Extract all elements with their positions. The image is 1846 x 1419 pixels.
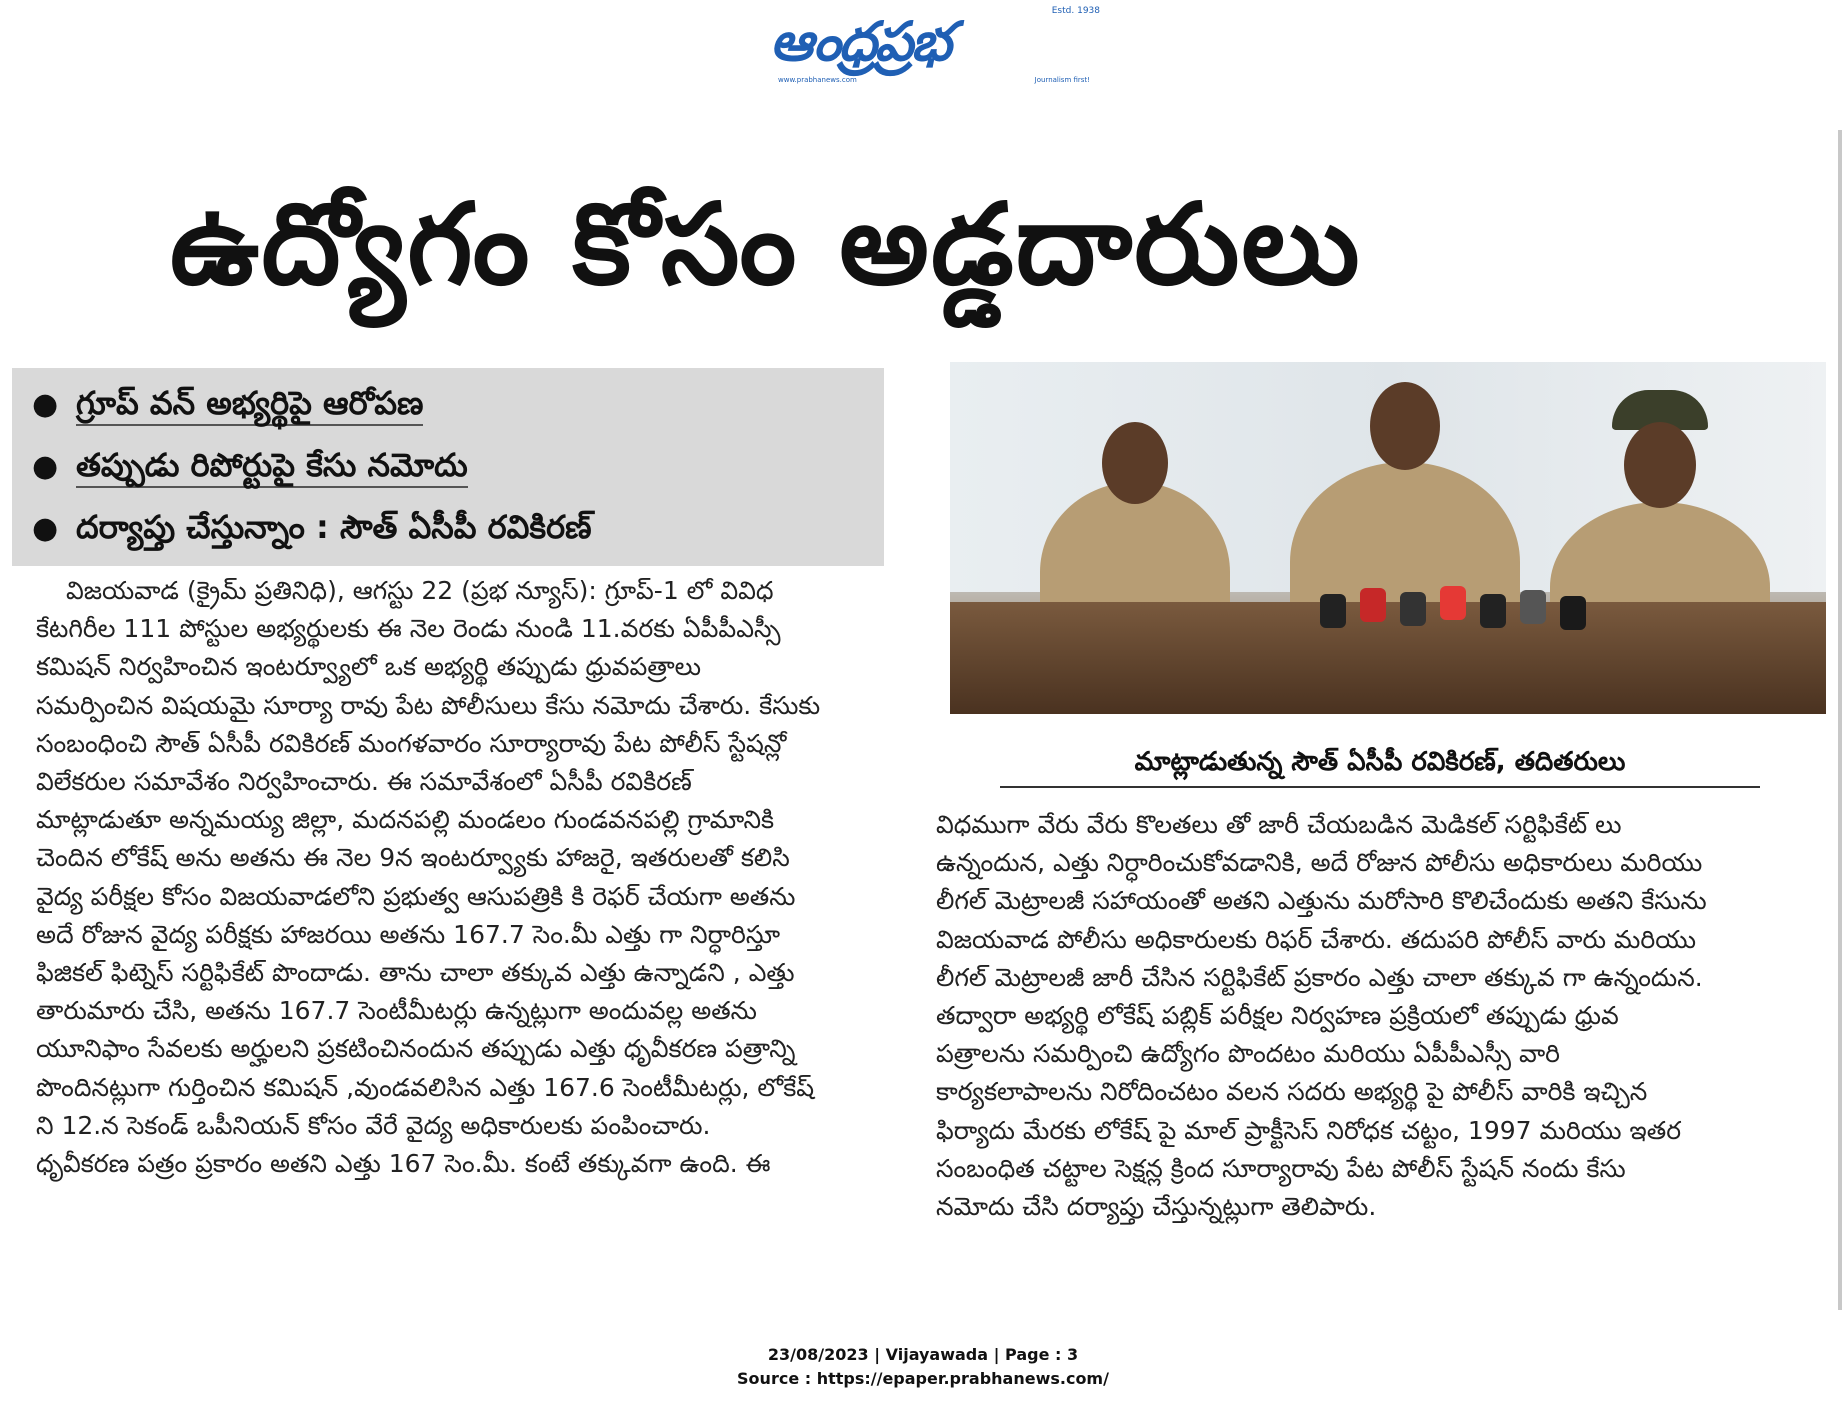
masthead xyxy=(760,6,1120,84)
article-line: ని 12.న సెకండ్ ఒపీనియన్ కోసం వేరే వైద్య అధికారులకు పంపించారు. xyxy=(36,1110,711,1140)
article-line: వైద్య పరీక్షల కోసం విజయవాడలోని ప్రభుత్వ ఆసుపత్రికి కి రెఫర్ చేయగా అతను xyxy=(36,881,796,911)
newspaper-logo: ఆంధ్రప్రభ xyxy=(770,10,950,73)
bullet-icon: ● xyxy=(32,511,59,546)
article-line: కార్యకలాపాలను నిరోదించటం వలన సదరు అభ్యర్థి పై పోలీస్ వారికి ఇచ్చిన xyxy=(936,1077,1648,1107)
press-photo xyxy=(950,362,1826,714)
microphone-icon xyxy=(1320,594,1346,628)
article-line: సంబంధిత చట్టాల సెక్షన్ల క్రింద సూర్యారావు పేట పోలీస్ స్టేషన్ నందు కేసు xyxy=(936,1153,1626,1183)
microphone-icon xyxy=(1360,588,1386,622)
bullet-icon: ● xyxy=(32,387,59,422)
highlight-item: ● గ్రూప్ వన్ అభ్యర్థిపై ఆరోపణ xyxy=(32,378,423,428)
article-line: విజయవాడ పోలీసు అధికారులకు రిఫర్ చేశారు. తదుపరి పోలీస్ వారు మరియు xyxy=(936,924,1696,954)
microphone-icon xyxy=(1560,596,1586,630)
article-line: ఉన్నందున, ఎత్తు నిర్ధారించుకోవడానికి, అదే రోజున పోలీసు అధికారులు మరియు xyxy=(936,848,1703,878)
article-line: లీగల్ మెట్రాలజీ సహాయంతో అతని ఎత్తును మరోసారి కొలిచేందుకు అతని కేసును xyxy=(936,886,1707,916)
article-line: నమోదు చేసి దర్యాప్తు చేస్తున్నట్లుగా తెలిపారు. xyxy=(936,1192,1377,1222)
article-column-right xyxy=(936,806,1786,1226)
microphone-icon xyxy=(1520,590,1546,624)
article-line: ఫిజికల్ ఫిట్నెస్ సర్టిఫికేట్ పొందాడు. తాను చాలా తక్కువ ఎత్తు ఉన్నాడని , ఎత్తు xyxy=(36,958,795,988)
microphone-icon xyxy=(1480,594,1506,628)
article-line: లీగల్ మెట్రాలజీ జారీ చేసిన సర్టిఫికేట్ ప్రకారం ఎత్తు చాలా తక్కువ గా ఉన్నందున. xyxy=(936,962,1703,992)
microphone-icon xyxy=(1440,586,1466,620)
photo-caption: మాట్లాడుతున్న సౌత్ ఏసీపీ రవికిరణ్, తదితరులు xyxy=(1000,738,1760,788)
estd-label: Estd. 1938 xyxy=(1051,6,1100,16)
page-right-border xyxy=(1838,130,1842,1310)
article-line: ఫిర్యాదు మేరకు లోకేష్ పై మాల్ ప్రాక్టీసెస్ నిరోధక చట్టం, 1997 మరియు ఇతర xyxy=(936,1115,1682,1145)
article-line: మాట్లాడుతూ అన్నమయ్య జిల్లా, మదనపల్లి మండలం గుండవనపల్లి గ్రామానికి xyxy=(36,805,775,835)
bullet-icon: ● xyxy=(32,449,59,484)
article-line: అదే రోజున వైద్య పరీక్షకు హాజరయి అతను 167.7 సెం.మీ ఎత్తు గా నిర్ధారిస్తూ xyxy=(36,919,781,949)
article-line: సంబంధించి సౌత్ ఏసీపీ రవికిరణ్ మంగళవారం సూర్యారావు పేట పోలీస్ స్టేషన్లో xyxy=(36,728,787,758)
article-line: కమిషన్ నిర్వహించిన ఇంటర్వ్యూలో ఒక అభ్యర్థి తప్పుడు ధ్రువపత్రాలు xyxy=(36,652,702,682)
photo-table xyxy=(950,602,1826,714)
article-line: ధృవీకరణ పత్రం ప్రకారం అతని ఎత్తు 167 సెం.మీ. కంటే తక్కువగా ఉంది. ఈ xyxy=(36,1149,771,1179)
article-line: విజయవాడ (క్రైమ్ ప్రతినిధి), ఆగస్టు 22 (ప్రభ న్యూస్): గ్రూప్-1 లో వివిధ xyxy=(66,576,774,605)
footer-source-link[interactable]: Source : https://epaper.prabhanews.com/ xyxy=(737,1369,1109,1388)
highlight-item: ● తప్పుడు రిపోర్టుపై కేసు నమోదు xyxy=(32,440,468,490)
article-line: తారుమారు చేసి, అతను 167.7 సెంటీమీటర్లు ఉన్నట్లుగా అందువల్ల అతను xyxy=(36,996,757,1026)
article-line: తద్వారా అభ్యర్థి లోకేష్ పబ్లిక్ పరీక్షల నిర్వహణ ప్రక్రియలో తప్పుడు ధ్రువ xyxy=(936,1001,1619,1031)
article-line: విధముగా వేరు వేరు కొలతలు తో జారీ చేయబడిన మెడికల్ సర్టిఫికేట్ లు xyxy=(936,810,1622,839)
microphone-icon xyxy=(1400,592,1426,626)
article-line: సమర్పించిన విషయమై సూర్యా రావు పేట పోలీసులు కేసు నమోదు చేశారు. కేసుకు xyxy=(36,690,821,720)
article-line: విలేకరుల సమావేశం నిర్వహించారు. ఈ సమావేశంలో ఏసీపీ రవికిరణ్ xyxy=(36,767,692,797)
highlights-box xyxy=(12,368,884,566)
article-column-left xyxy=(36,572,892,1183)
article-line: చెందిన లోకేష్ అను అతను ఈ నెల 9న ఇంటర్వ్యూకు హాజరై, ఇతరులతో కలిసి xyxy=(36,843,790,873)
footer-dateline: 23/08/2023 | Vijayawada | Page : 3 xyxy=(767,1345,1079,1364)
article-line: యూనిఫాం సేవలకు అర్హులని ప్రకటించినందున తప్పుడు ఎత్తు ధృవీకరణ పత్రాన్ని xyxy=(36,1034,796,1064)
page-headline: ఉద్యోగం కోసం అడ్డదారులు xyxy=(170,180,1362,310)
tagline: Journalism first! xyxy=(1034,76,1090,84)
article-line: కేటగిరీల 111 పోస్టుల అభ్యర్థులకు ఈ నెల రెండు నుండి 11.వరకు ఏపీపీఎస్సీ xyxy=(36,614,781,644)
article-line: పత్రాలను సమర్పించి ఉద్యోగం పొందటం మరియు ఏపీపీఎస్సీ వారి xyxy=(936,1039,1561,1069)
article-line: పొందినట్లుగా గుర్తించిన కమిషన్ ,వుండవలిసిన ఎత్తు 167.6 సెంటీమీటర్లు, లోకేష్ xyxy=(36,1072,815,1102)
site-label: www.prabhanews.com xyxy=(778,76,857,84)
highlight-item: ● దర్యాప్తు చేస్తున్నాం : సౌత్ ఏసీపీ రవికిరణ్ xyxy=(32,502,592,552)
